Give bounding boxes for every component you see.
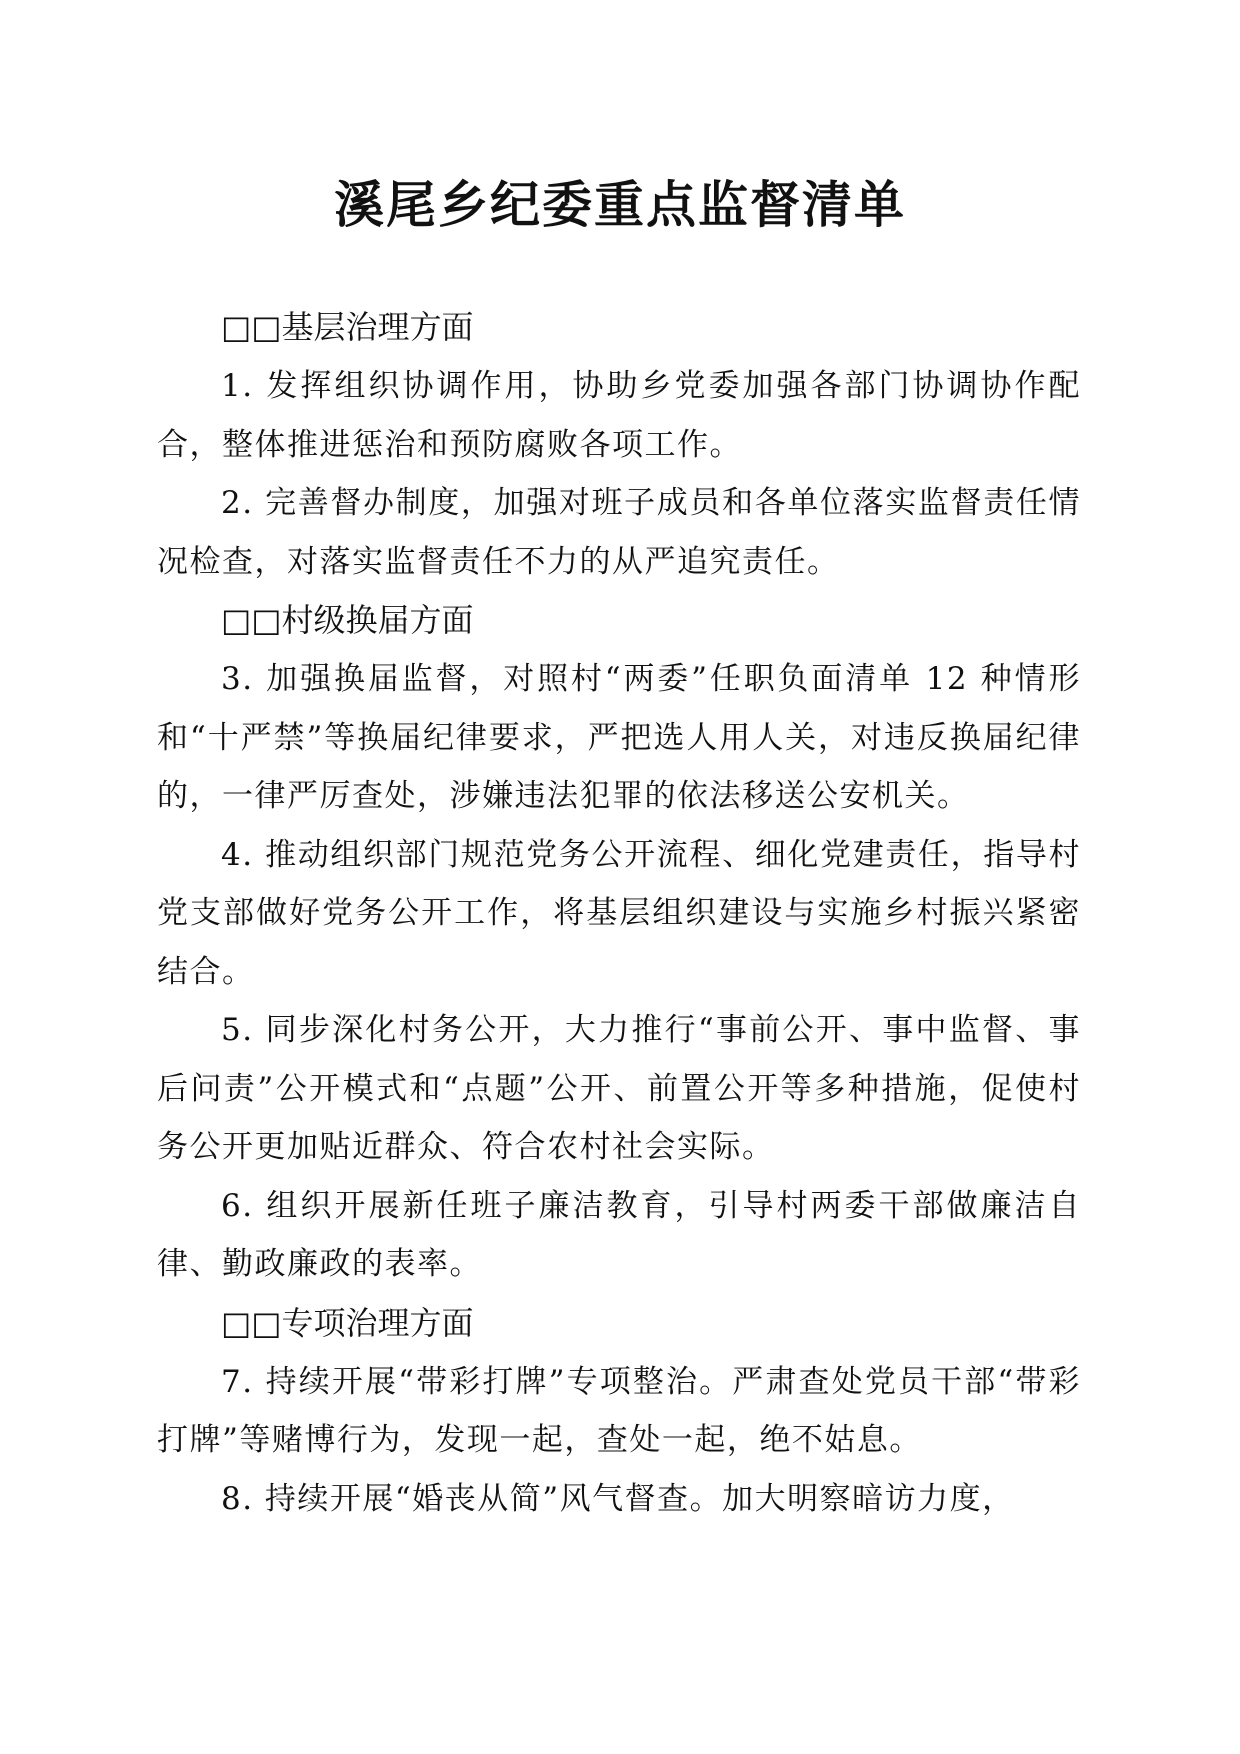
document-title: 溪尾乡纪委重点监督清单 [334,175,906,234]
list-item: 5. 同步深化村务公开，大力推行“事前公开、事中监督、事后问责”公开模式和“点题”公开、前置公开等多种措施，促使村务公开更加贴近群众、符合农村社会实际。 [157,1012,1081,1165]
section-heading-special-governance: □□专项治理方面 [221,1303,474,1342]
list-item: 3. 加强换届监督，对照村“两委”任职负面清单 12 种情形和“十严禁”等换届纪律要求，严把选人用人关，对违反换届纪律的，一律严厉查处，涉嫌违法犯罪的依法移送公安机关。 [157,661,1081,814]
list-item: 6. 组织开展新任班子廉洁教育，引导村两委干部做廉洁自律、勤政廉政的表率。 [157,1187,1081,1282]
section-heading-grassroots: □□基层治理方面 [221,308,474,346]
list-item: 7. 持续开展“带彩打牌”专项整治。严肃查处党员干部“带彩打牌”等赌博行为，发现一起，查处一起，绝不姑息。 [157,1363,1081,1458]
document-body [157,298,1081,1528]
list-item: 8. 持续开展“婚丧从简”风气督查。加大明察暗访力度， [221,1480,1015,1517]
list-item: 1. 发挥组织协调作用，协助乡党委加强各部门协调协作配合，整体推进惩治和预防腐败各项工作。 [157,368,1081,463]
list-item: 4. 推动组织部门规范党务公开流程、细化党建责任，指导村党支部做好党务公开工作，将基层组织建设与实施乡村振兴紧密结合。 [157,836,1081,990]
list-item: 2. 完善督办制度，加强对班子成员和各单位落实监督责任情况检查，对落实监督责任不力的从严追究责任。 [157,485,1081,580]
section-heading-village-election: □□村级换届方面 [221,601,474,639]
